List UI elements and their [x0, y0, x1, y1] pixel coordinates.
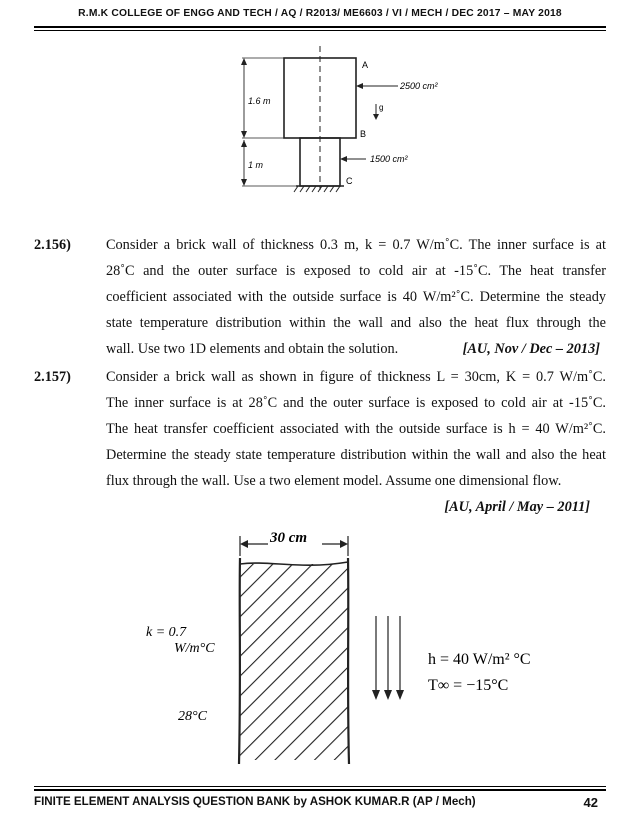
conductivity-unit-label: W/m°C	[174, 641, 215, 656]
conductivity-label: k = 0.7	[146, 625, 187, 640]
header-rule	[34, 26, 606, 28]
arrow-down-icon	[396, 690, 404, 700]
page-number: 42	[583, 795, 598, 810]
footer-text: FINITE ELEMENT ANALYSIS QUESTION BANK by ASHOK KUMAR.R (AP / Mech)	[34, 795, 476, 808]
question-number: 2.156)	[34, 237, 71, 253]
stepped-bar-figure	[226, 44, 466, 204]
exam-reference: [AU, Nov / Dec – 2013]	[462, 341, 600, 357]
wall-hatched-region	[240, 564, 348, 760]
question-number: 2.157)	[34, 369, 71, 385]
question-text-line: Consider a brick wall of thickness 0.3 m, k = 0.7 W/m˚C. The inner surface is at	[106, 237, 606, 253]
question-text-line: Consider a brick wall as shown in figure of thickness L = 30cm, K = 0.7 W/m˚C.	[106, 369, 606, 385]
footer-rule	[34, 789, 606, 791]
question-text-line: coefficient associated with the outside surface is 40 W/m²˚C. Determine the steady	[106, 289, 606, 305]
header-rule-thin	[34, 30, 606, 31]
length-bottom-label: 1 m	[248, 160, 264, 170]
length-top-label: 1.6 m	[248, 96, 271, 106]
arrow-head-icon	[356, 83, 363, 89]
question-text-line: state temperature distribution within the wall and also the heat flux through the	[106, 315, 606, 331]
gravity-arrow-icon	[373, 114, 379, 120]
point-a-label: A	[362, 60, 369, 70]
inner-temperature-label: 28°C	[178, 709, 207, 724]
question-text-line: Determine the steady state temperature distribution within the wall and also the heat	[106, 447, 606, 463]
question-2-157	[34, 364, 606, 520]
fixed-support	[294, 186, 344, 192]
question-text-line: The inner surface is at 28˚C and the outer surface is exposed to cold air at -15˚C.	[106, 395, 606, 411]
arrow-down-icon	[372, 690, 380, 700]
brick-wall-figure	[140, 518, 580, 768]
exam-reference: [AU, April / May – 2011]	[444, 499, 590, 515]
question-text-line: flux through the wall. Use a two element model. Assume one dimensional flow.	[106, 473, 562, 489]
question-text-line: wall. Use two 1D elements and obtain the solution.	[106, 341, 399, 357]
area-top-label: 2500 cm²	[400, 81, 438, 91]
convection-arrows	[376, 616, 400, 694]
point-c-label: C	[346, 176, 353, 186]
question-2-156	[34, 232, 606, 362]
arrow-down-icon	[384, 690, 392, 700]
question-text-line: 28˚C and the outer surface is exposed to cold air at -15˚C. The heat transfer	[106, 263, 606, 279]
point-b-label: B	[360, 129, 367, 139]
thickness-label: 30 cm	[270, 530, 308, 546]
footer-rule-thin	[34, 786, 606, 787]
gravity-label: g	[379, 103, 384, 112]
arrow-head-icon	[340, 156, 347, 162]
area-bottom-label: 1500 cm²	[370, 154, 408, 164]
page-footer	[34, 795, 606, 808]
convection-coefficient-label: h = 40 W/m² °C	[428, 651, 531, 668]
question-text-line: The heat transfer coefficient associated with the outside surface is h = 40 W/m²˚C.	[106, 421, 606, 437]
ambient-temperature-label: T∞ = −15°C	[428, 677, 509, 694]
page-header: R.M.K COLLEGE OF ENGG AND TECH / AQ / R2013/ ME6603 / VI / MECH / DEC 2017 – MAY 2018	[78, 8, 562, 19]
